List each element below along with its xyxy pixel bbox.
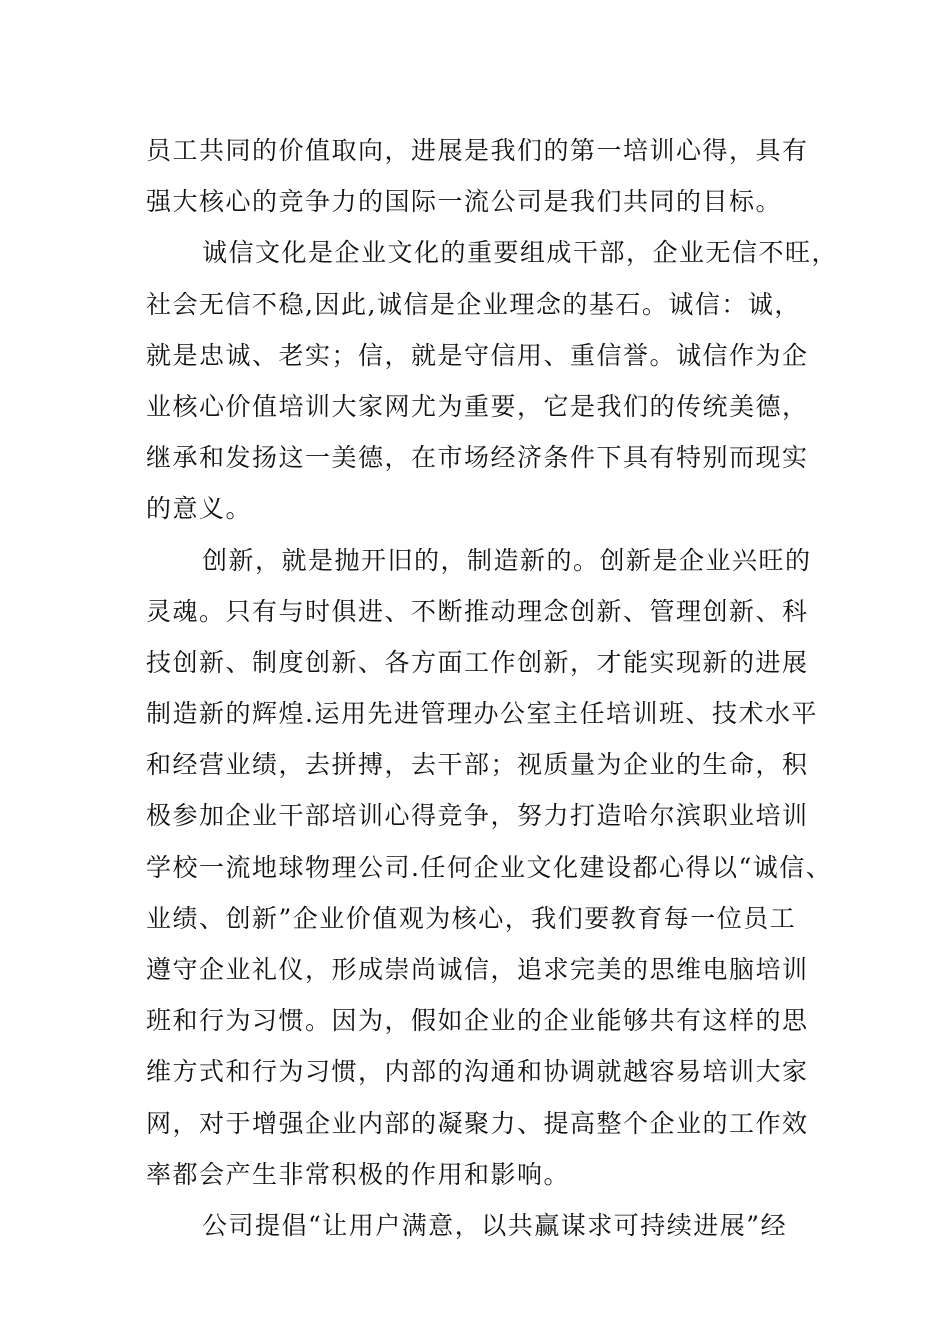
- text-line-first: 公司提倡“让用户满意，以共赢谋求可持续进展”经: [202, 1210, 788, 1240]
- text-line: 业绩、创新”企业价值观为核心，我们要教育每一位员工: [146, 903, 797, 933]
- text-line: 社会无信不稳,因此,诚信是企业理念的基石。诚信：诚，: [146, 289, 801, 319]
- text-line-first: 诚信文化是企业文化的重要组成干部，企业无信不旺，: [202, 238, 839, 268]
- text-line: 班和行为习惯。因为，假如企业的企业能够共有这样的思: [146, 1006, 809, 1036]
- text-line: 制造新的辉煌.运用先进管理办公室主任培训班、技术水平: [146, 699, 818, 729]
- paragraph-3: [146, 535, 836, 1200]
- text-line: 的意义。: [146, 494, 253, 524]
- text-line: 网，对于增强企业内部的凝聚力、提高整个企业的工作效: [146, 1108, 809, 1138]
- text-line: 就是忠诚、老实；信，就是守信用、重信誉。诚信作为企: [146, 340, 809, 370]
- text-line: 率都会产生非常积极的作用和影响。: [146, 1159, 571, 1189]
- text-line: 业核心价值培训大家网尤为重要，它是我们的传统美德，: [146, 391, 809, 421]
- text-line: 技创新、制度创新、各方面工作创新，才能实现新的进展: [146, 647, 809, 677]
- paragraph-4: [146, 1200, 836, 1251]
- text-line: 员工共同的价值取向，进展是我们的第一培训心得，具有: [146, 136, 809, 165]
- text-line: 强大核心的竞争力的国际一流公司是我们共同的目标。: [146, 187, 783, 217]
- paragraph-1: [146, 125, 836, 227]
- text-line: 维方式和行为习惯，内部的沟通和协调就越容易培训大家: [146, 1057, 809, 1087]
- text-line: 灵魂。只有与时俱进、不断推动理念创新、管理创新、科: [146, 596, 809, 626]
- text-line-first: 创新，就是抛开旧的，制造新的。创新是企业兴旺的: [202, 545, 812, 575]
- body-text: [146, 125, 839, 1251]
- paragraph-2: [146, 227, 839, 534]
- text-line: 和经营业绩，去拼搏，去干部；视质量为企业的生命，积: [146, 750, 809, 780]
- text-line: 学校一流地球物理公司.任何企业文化建设都心得以“诚信、: [146, 852, 833, 882]
- text-line: 继承和发扬这一美德，在市场经济条件下具有特别而现实: [146, 443, 809, 473]
- text-line: 极参加企业干部培训心得竞争，努力打造哈尔滨职业培训: [146, 801, 809, 831]
- text-line: 遵守企业礼仪，形成崇尚诚信，追求完美的思维电脑培训: [146, 955, 809, 984]
